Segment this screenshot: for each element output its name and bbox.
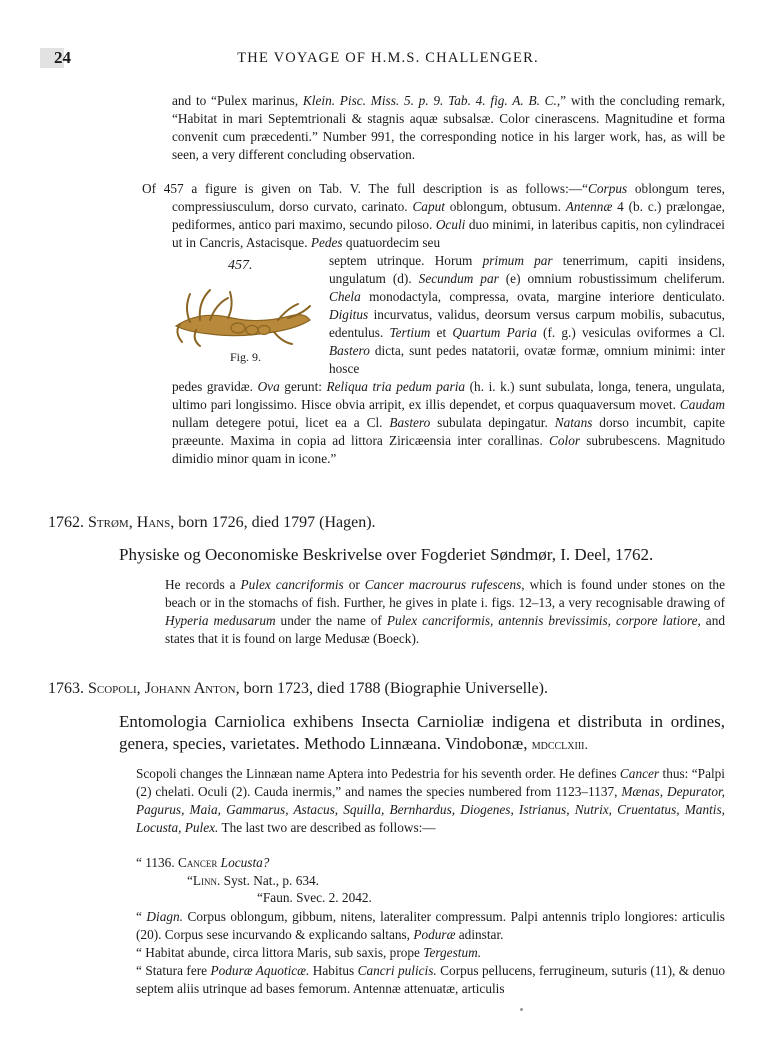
figure-9 (170, 258, 318, 368)
text-run: septem utrinque. Horum (329, 253, 483, 268)
text-run: quatuordecim seu (342, 235, 441, 250)
description-beside-figure (329, 252, 725, 378)
text-run: Corpus oblongum, gibbum, nitens, lateraliter compressum. Palpi antennis triplo longiores: articulis (20). Corpus sese incurvando & explicando saltans, (136, 909, 725, 942)
quote-line (136, 944, 481, 962)
entry-year: 1762. (48, 514, 84, 531)
quote-continuation (172, 92, 725, 164)
term: Bastero (389, 415, 431, 430)
text-run: or (343, 577, 365, 592)
term: Poduræ Aquoticæ. (210, 963, 310, 978)
text-run: et (430, 325, 453, 340)
figure-caption: Fig. 9. (230, 350, 262, 364)
quote-line (136, 908, 725, 944)
author-surname: Scopoli (88, 680, 137, 697)
description-paragraph (142, 180, 725, 252)
text-run: ” with the concluding remark, “Habitat in mari Septemtrionali & stagnis aquæ subsalsæ. Color cinerascens. Magnitudine et forma convenit cum præcedenti.” Number 991, the corresponding notice in his larger work, has, as will be seen, a very different concluding observation. (172, 93, 726, 162)
text-run: subulata depingatur. (430, 415, 555, 430)
term: Poduræ (413, 927, 456, 942)
entry-heading-strom: 1762. Strøm, Hans, born 1726, died 1797 (Hagen). (48, 514, 376, 531)
taxon: Cancer macrourus rufescens (364, 577, 522, 592)
description-continuation (172, 378, 725, 468)
species: Locusta? (217, 855, 270, 870)
text-run: subrubescens. Magnitudo dimidio minor quam in icone.” (172, 433, 725, 466)
text-run: oblongum teres, compressiusculum, dorso curvato, carinato. (172, 181, 725, 214)
author-given: Hans (136, 514, 171, 531)
quote-line (187, 872, 319, 890)
text-run: monodactyla, compressa, ovata, margine interiore denticulato. (360, 289, 725, 304)
page-number: 24 (54, 48, 71, 67)
text-run: (h. i. k.) sunt subulata, longa, tenera, ungulata, ultimo pari longissimo. Hisce obvia arripit, ex illis dependet, et corpus quaquaversum movet. (172, 379, 725, 412)
term: Corpus (588, 181, 628, 196)
text-run: pedes gravidæ. (172, 379, 258, 394)
author-dates: , born 1723, died 1788 (Biographie Universelle). (235, 680, 548, 697)
text-run: , and states that it is found on large Medusæ (Boeck). (165, 613, 726, 646)
term: Diagn. (146, 909, 183, 924)
genus: Cancer (177, 855, 218, 870)
page-header (40, 48, 736, 68)
amphipod-illustration (170, 280, 318, 350)
term: Ova (257, 379, 280, 394)
running-title: THE VOYAGE OF H.M.S. CHALLENGER. (237, 50, 539, 66)
description-intro (142, 180, 725, 252)
text-run: tenerrimum, capiti insidens, ungulatum (d). (329, 253, 725, 286)
text-run: dorso incumbit, capite præeunte. Maxima in copia ad littora Ziricæensia inter corallinas. (172, 415, 725, 448)
term: Cancri pulicis. (357, 963, 437, 978)
term: Quartum Paria (452, 325, 537, 340)
text-run: oblongum, obtusum. (444, 199, 566, 214)
text-run: under the name of (275, 613, 387, 628)
text-run: (e) omnium robustissimum cheliferum. (498, 271, 726, 286)
term: Bastero (329, 343, 370, 358)
text-run: “ (187, 873, 193, 888)
text-run: incurvatus, validus, deorsum versus carpum mobilis, subacutus, edentulus. (329, 307, 725, 340)
term: Chela (329, 289, 361, 304)
text-run: 4 (b. c.) prælongae, pediformes, antico pari maximo, secundo piloso. (172, 199, 725, 232)
text-run: duo minimi, in lateribus capitis, non cylindracei ut in Cancris, Astacisque. (172, 217, 725, 250)
author-surname: Strøm (88, 514, 129, 531)
quote-line (136, 854, 269, 872)
text-run: thus: “Palpi (2) chelati. Oculi (2). Cauda inermis,” and names the species numbered from 1123–1137, (136, 766, 726, 799)
text-run: nullam detegere potui, licet ea a Cl. (172, 415, 390, 430)
text-run: , which is found under stones on the beach or in the stomachs of fish. Further, he gives in plate i. figs. 12–13, a very recognisable drawing of (165, 577, 725, 610)
text-run: (f. g.) vesiculas oviformes a Cl. (536, 325, 726, 340)
taxon: Hyperia medusarum (165, 613, 276, 628)
text-run: Entomologia Carniolica exhibens Insecta Carnioliæ indigena et distributa in ordines, genera, species, varietates. Methodo Linnæana. Vindobonæ, (119, 712, 725, 753)
text-run: adinstar. (455, 927, 504, 942)
author-abbr: Linn (192, 873, 218, 888)
work-title: Physiske og Oeconomiske Beskrivelse over Fogderiet Søndmør, I. Deel, 1762. (119, 545, 654, 564)
entry-year: 1763. (48, 680, 84, 697)
taxon: Pulex cancriformis (240, 577, 344, 592)
text-run: Corpus pellucens, ferrugineum, suturis (11), & denuo septem aliis utrinque ad bases femorum. Antennæ attenuatæ, articulis (136, 963, 726, 996)
term: Caput (412, 199, 445, 214)
term: Natans (554, 415, 593, 430)
term: Tertium (389, 325, 431, 340)
term: Secundum par (418, 271, 499, 286)
text-run: Scopoli changes the Linnæan name Aptera into Pedestria for his seventh order. He defines (136, 766, 620, 781)
term: Caudam (679, 397, 725, 412)
term: primum par (482, 253, 553, 268)
taxon: Pulex cancriformis, antennis brevissimis, corpore latiore (386, 613, 698, 628)
place: Tergestum. (423, 945, 482, 960)
taxon: Cancer (619, 766, 660, 781)
term: Oculi (435, 217, 466, 232)
entry-heading-scopoli: 1763. Scopoli, Johann Anton, born 1723, died 1788 (Biographie Universelle). (48, 680, 548, 697)
term: Color (548, 433, 581, 448)
text-run: gerunt: (279, 379, 327, 394)
author-dates: , born 1726, died 1797 (Hagen). (170, 514, 376, 531)
term: Reliqua tria pedum paria (326, 379, 466, 394)
citation: Klein. Pisc. Miss. 5. p. 9. Tab. 4. fig. A. B. C., (302, 93, 561, 108)
author-given: Johann Anton (144, 680, 236, 697)
work-title (119, 711, 725, 757)
text-run: . Syst. Nat., p. 634. (217, 873, 319, 888)
entry-description (136, 765, 725, 837)
text-run: “ Statura fere (136, 963, 211, 978)
quote-line (136, 962, 725, 998)
term: Pedes (310, 235, 343, 250)
print-speck (520, 1008, 523, 1011)
text-run: The last two are described as follows:— (218, 820, 436, 835)
text-run: “ Habitat abunde, circa littora Maris, sub saxis, prope (136, 945, 424, 960)
text-run: “ 1136. (136, 855, 178, 870)
text-run: “ (136, 909, 147, 924)
entry-description (165, 576, 725, 648)
text-run: and to “Pulex marinus, (172, 93, 303, 108)
taxon-list: Mænas, Depurator, Pagurus, Maia, Gammarus, Astacus, Squilla, Bernhardus, Diogenes, Istrianus, Nutrix, Cruentatus, Mantis, Locusta, Pulex. (136, 784, 725, 835)
text-run: He records a (165, 577, 241, 592)
text-run: Habitus (309, 963, 358, 978)
term: Antennæ (565, 199, 613, 214)
figure-number: 457. (228, 258, 253, 273)
text-run: Of 457 a figure is given on Tab. V. The full description is as follows:—“ (142, 181, 589, 196)
term: Digitus (329, 307, 369, 322)
year-roman: mdcclxiii. (531, 738, 588, 753)
text-run: dicta, sunt pedes natatorii, ovatæ formæ, omnium minimi: inter hosce (329, 343, 725, 376)
quote-line: “Faun. Svec. 2. 2042. (257, 890, 372, 905)
